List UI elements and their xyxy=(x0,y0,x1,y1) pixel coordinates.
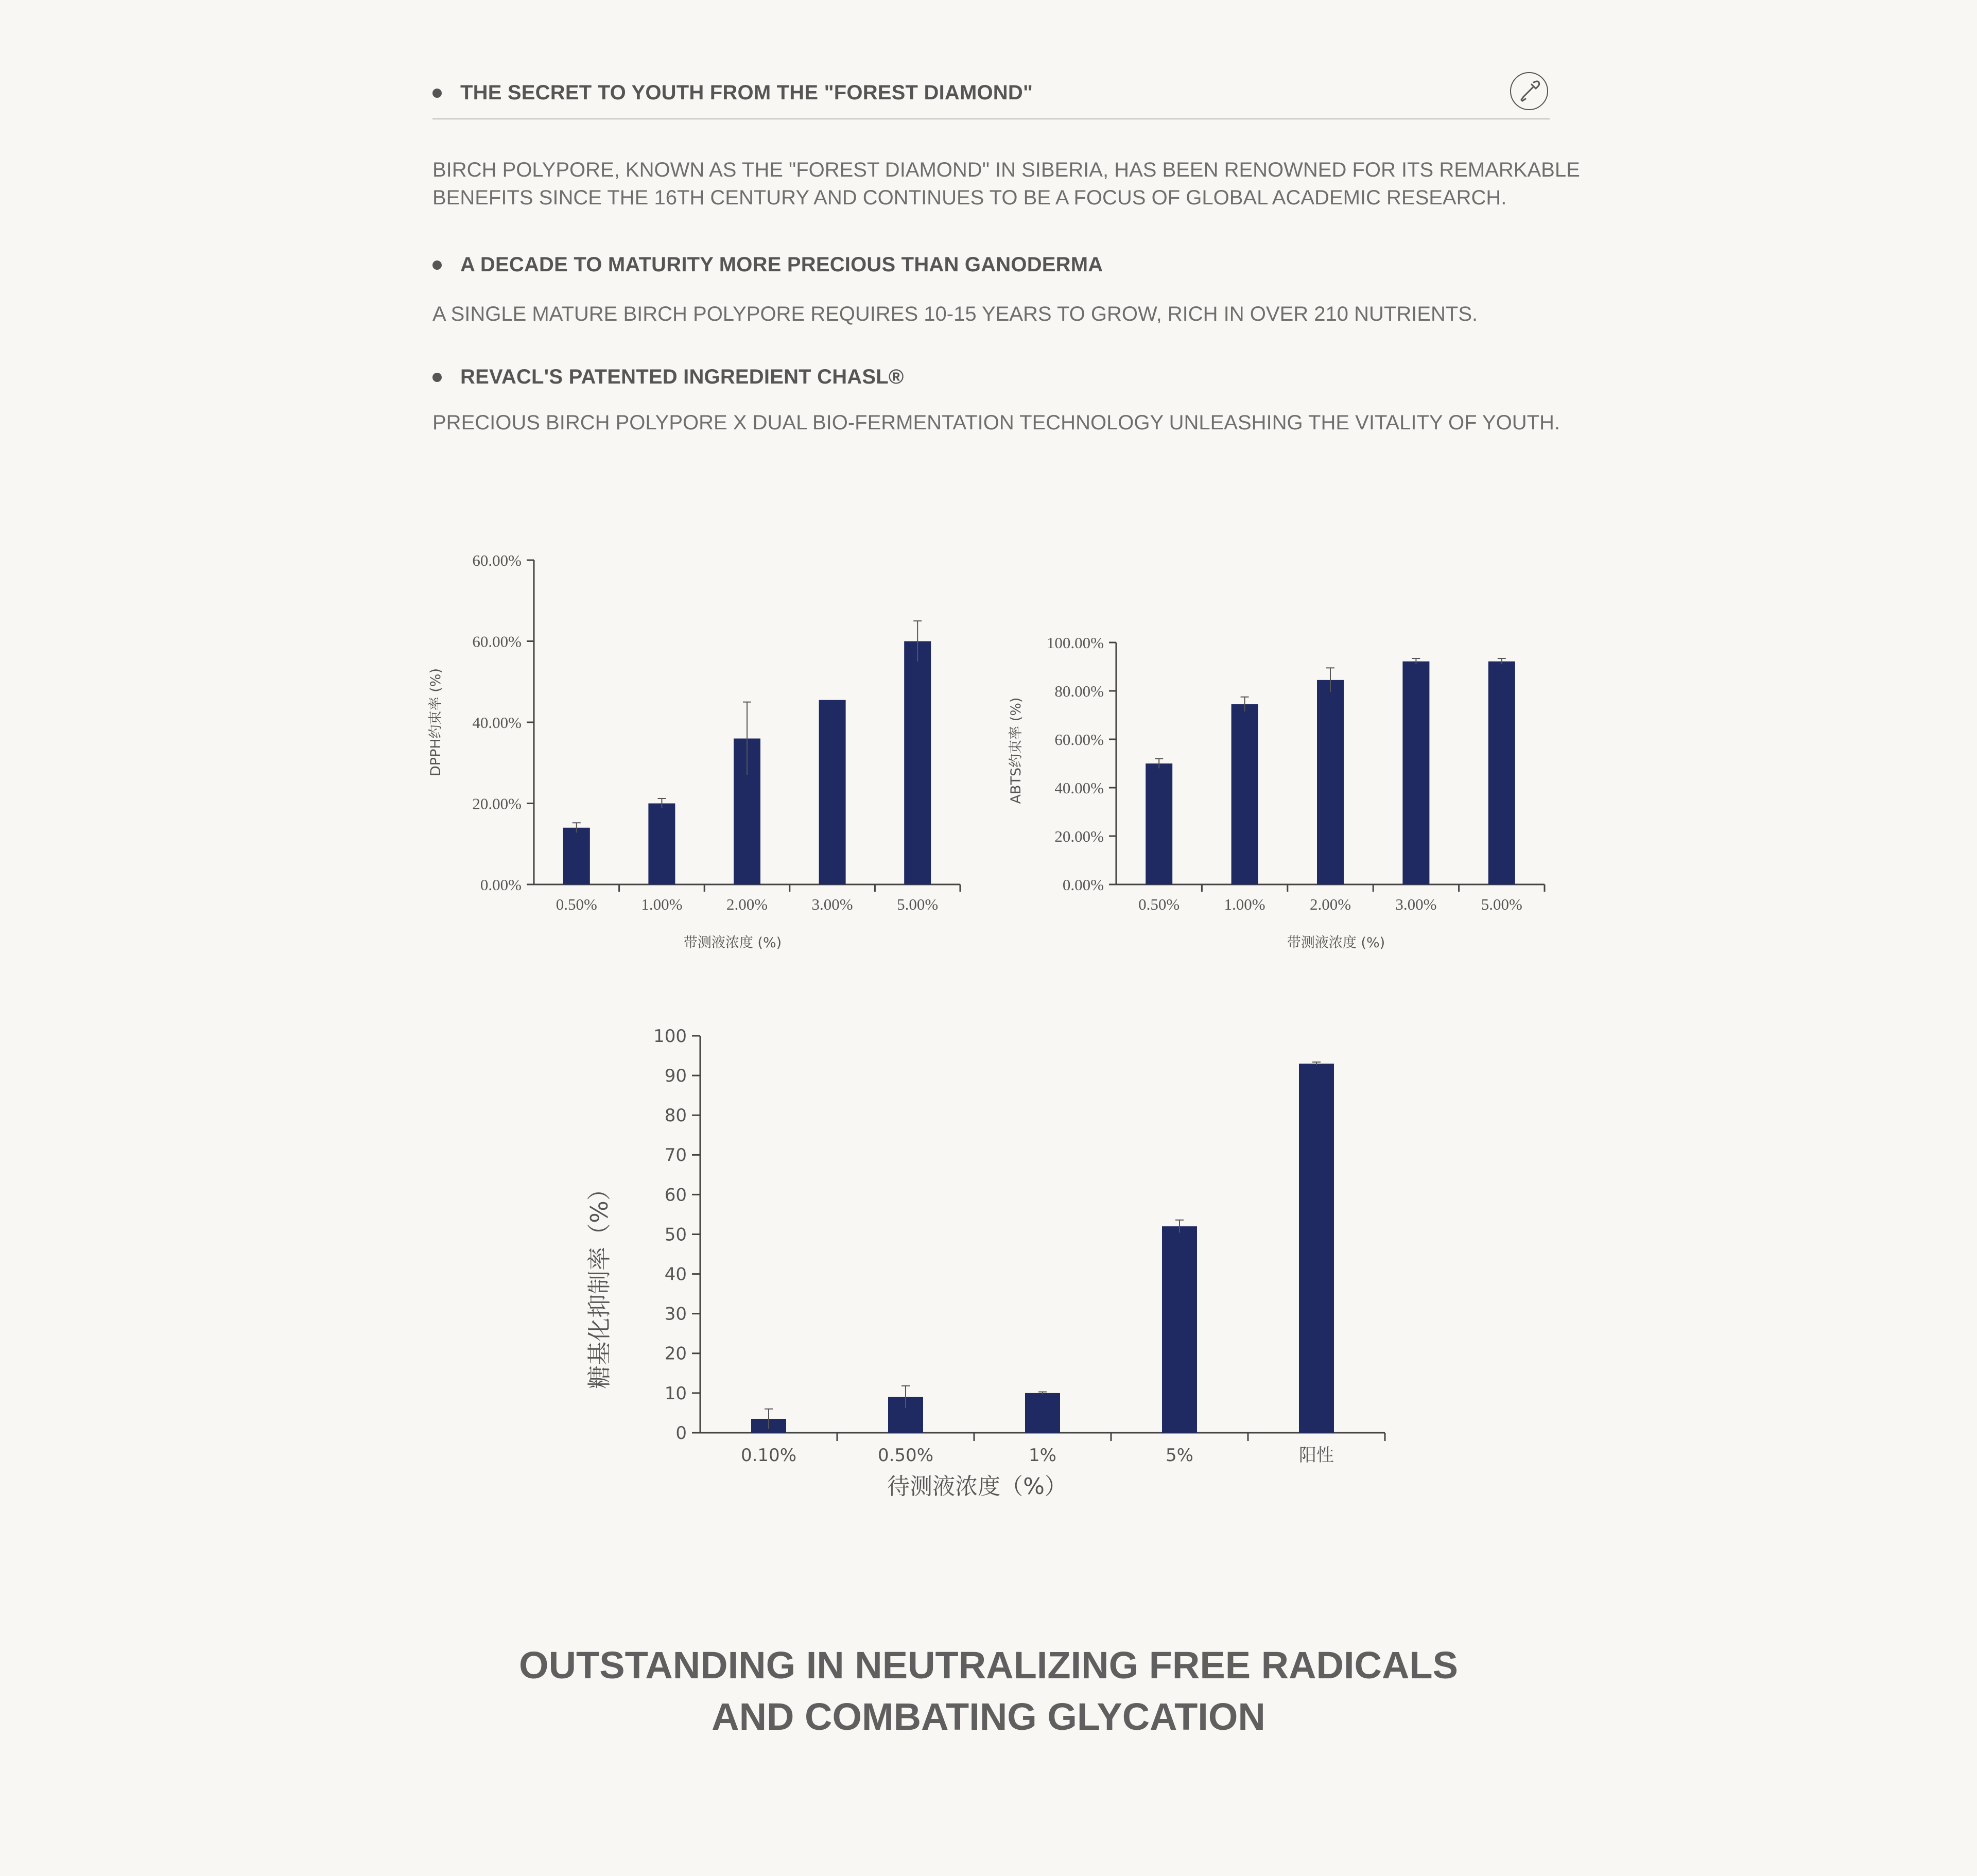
x-tick-label: 1% xyxy=(1029,1445,1056,1466)
closing-title-line-2: AND COMBATING GLYCATION xyxy=(712,1695,1265,1738)
y-tick-label: 60.00% xyxy=(1054,730,1104,749)
closing-title-line-1: OUTSTANDING IN NEUTRALIZING FREE RADICALS xyxy=(519,1644,1458,1687)
section-paragraph: PRECIOUS BIRCH POLYPORE X DUAL BIO-FERMENTATION TECHNOLOGY UNLEASHING THE VITALITY OF YOUTH. xyxy=(432,411,1560,434)
y-axis-label: DPPH约束率 (%) xyxy=(428,668,444,776)
bar xyxy=(1299,1064,1334,1433)
bar xyxy=(1162,1226,1197,1433)
y-tick-label: 70 xyxy=(664,1145,687,1166)
y-axis-label: ABTS约束率 (%) xyxy=(1008,697,1024,804)
bar xyxy=(819,700,846,884)
bar xyxy=(1232,704,1258,884)
x-tick-label: 0.50% xyxy=(877,1445,934,1466)
y-tick-label: 20.00% xyxy=(472,794,522,813)
x-tick-label: 0.50% xyxy=(556,895,597,913)
section-paragraph-line-2: BENEFITS SINCE THE 16TH CENTURY AND CONTINUES TO BE A FOCUS OF GLOBAL ACADEMIC RESEARCH. xyxy=(432,186,1507,209)
y-tick-label: 0.00% xyxy=(1062,875,1104,894)
y-tick-label: 10 xyxy=(664,1383,687,1404)
y-tick-label: 50 xyxy=(664,1224,687,1245)
bar xyxy=(904,641,931,885)
heading-text: REVACL'S PATENTED INGREDIENT CHASL® xyxy=(460,366,904,388)
heading-text: A DECADE TO MATURITY MORE PRECIOUS THAN GANODERMA xyxy=(460,253,1103,276)
x-axis-label: 待测液浓度（%） xyxy=(887,1473,1067,1500)
bar xyxy=(1317,680,1344,884)
y-tick-label: 40.00% xyxy=(1054,778,1104,797)
y-tick-label: 40.00% xyxy=(472,713,522,732)
x-tick-label: 5.00% xyxy=(897,895,939,913)
bar xyxy=(1025,1393,1060,1433)
x-axis-label: 带测液浓度 (%) xyxy=(683,935,782,951)
x-tick-label: 阳性 xyxy=(1299,1445,1334,1466)
x-tick-label: 1.00% xyxy=(641,895,683,913)
y-axis-label: 糖基化抑制率（%） xyxy=(585,1177,613,1389)
bar xyxy=(563,828,590,884)
y-tick-label: 20 xyxy=(664,1343,687,1364)
x-tick-label: 0.50% xyxy=(1138,895,1180,913)
y-tick-label: 0.00% xyxy=(480,875,522,894)
bar xyxy=(1402,662,1429,884)
y-tick-label: 0 xyxy=(675,1422,687,1444)
y-tick-label: 100.00% xyxy=(1046,633,1104,652)
x-tick-label: 2.00% xyxy=(1309,895,1351,913)
x-axis-label: 带测液浓度 (%) xyxy=(1287,935,1385,951)
bar xyxy=(1146,763,1172,884)
x-tick-label: 5% xyxy=(1166,1445,1193,1466)
x-tick-label: 0.10% xyxy=(740,1445,797,1466)
section-paragraph-line-1: BIRCH POLYPORE, KNOWN AS THE "FOREST DIAMOND" IN SIBERIA, HAS BEEN RENOWNED FOR ITS REMARKABLE xyxy=(432,159,1580,181)
bar xyxy=(1488,662,1515,884)
y-tick-label: 90 xyxy=(664,1066,687,1086)
y-tick-label: 80.00% xyxy=(1054,682,1104,700)
x-tick-label: 5.00% xyxy=(1481,895,1522,913)
y-tick-label: 100 xyxy=(653,1026,687,1047)
section-paragraph: A SINGLE MATURE BIRCH POLYPORE REQUIRES 10-15 YEARS TO GROW, RICH IN OVER 210 NUTRIENTS. xyxy=(432,303,1478,325)
y-tick-label: 30 xyxy=(664,1304,687,1325)
y-tick-label: 40 xyxy=(664,1264,687,1285)
heading-text: THE SECRET TO YOUTH FROM THE "FOREST DIAMOND" xyxy=(460,81,1033,104)
x-tick-label: 3.00% xyxy=(811,895,853,913)
y-tick-label: 60.00% xyxy=(472,551,522,569)
y-tick-label: 60.00% xyxy=(472,632,522,651)
x-tick-label: 3.00% xyxy=(1395,895,1437,913)
y-tick-label: 20.00% xyxy=(1054,827,1104,845)
y-tick-label: 80 xyxy=(664,1105,687,1126)
x-tick-label: 1.00% xyxy=(1224,895,1265,913)
y-tick-label: 60 xyxy=(664,1185,687,1206)
x-tick-label: 2.00% xyxy=(726,895,768,913)
bar xyxy=(648,804,675,885)
